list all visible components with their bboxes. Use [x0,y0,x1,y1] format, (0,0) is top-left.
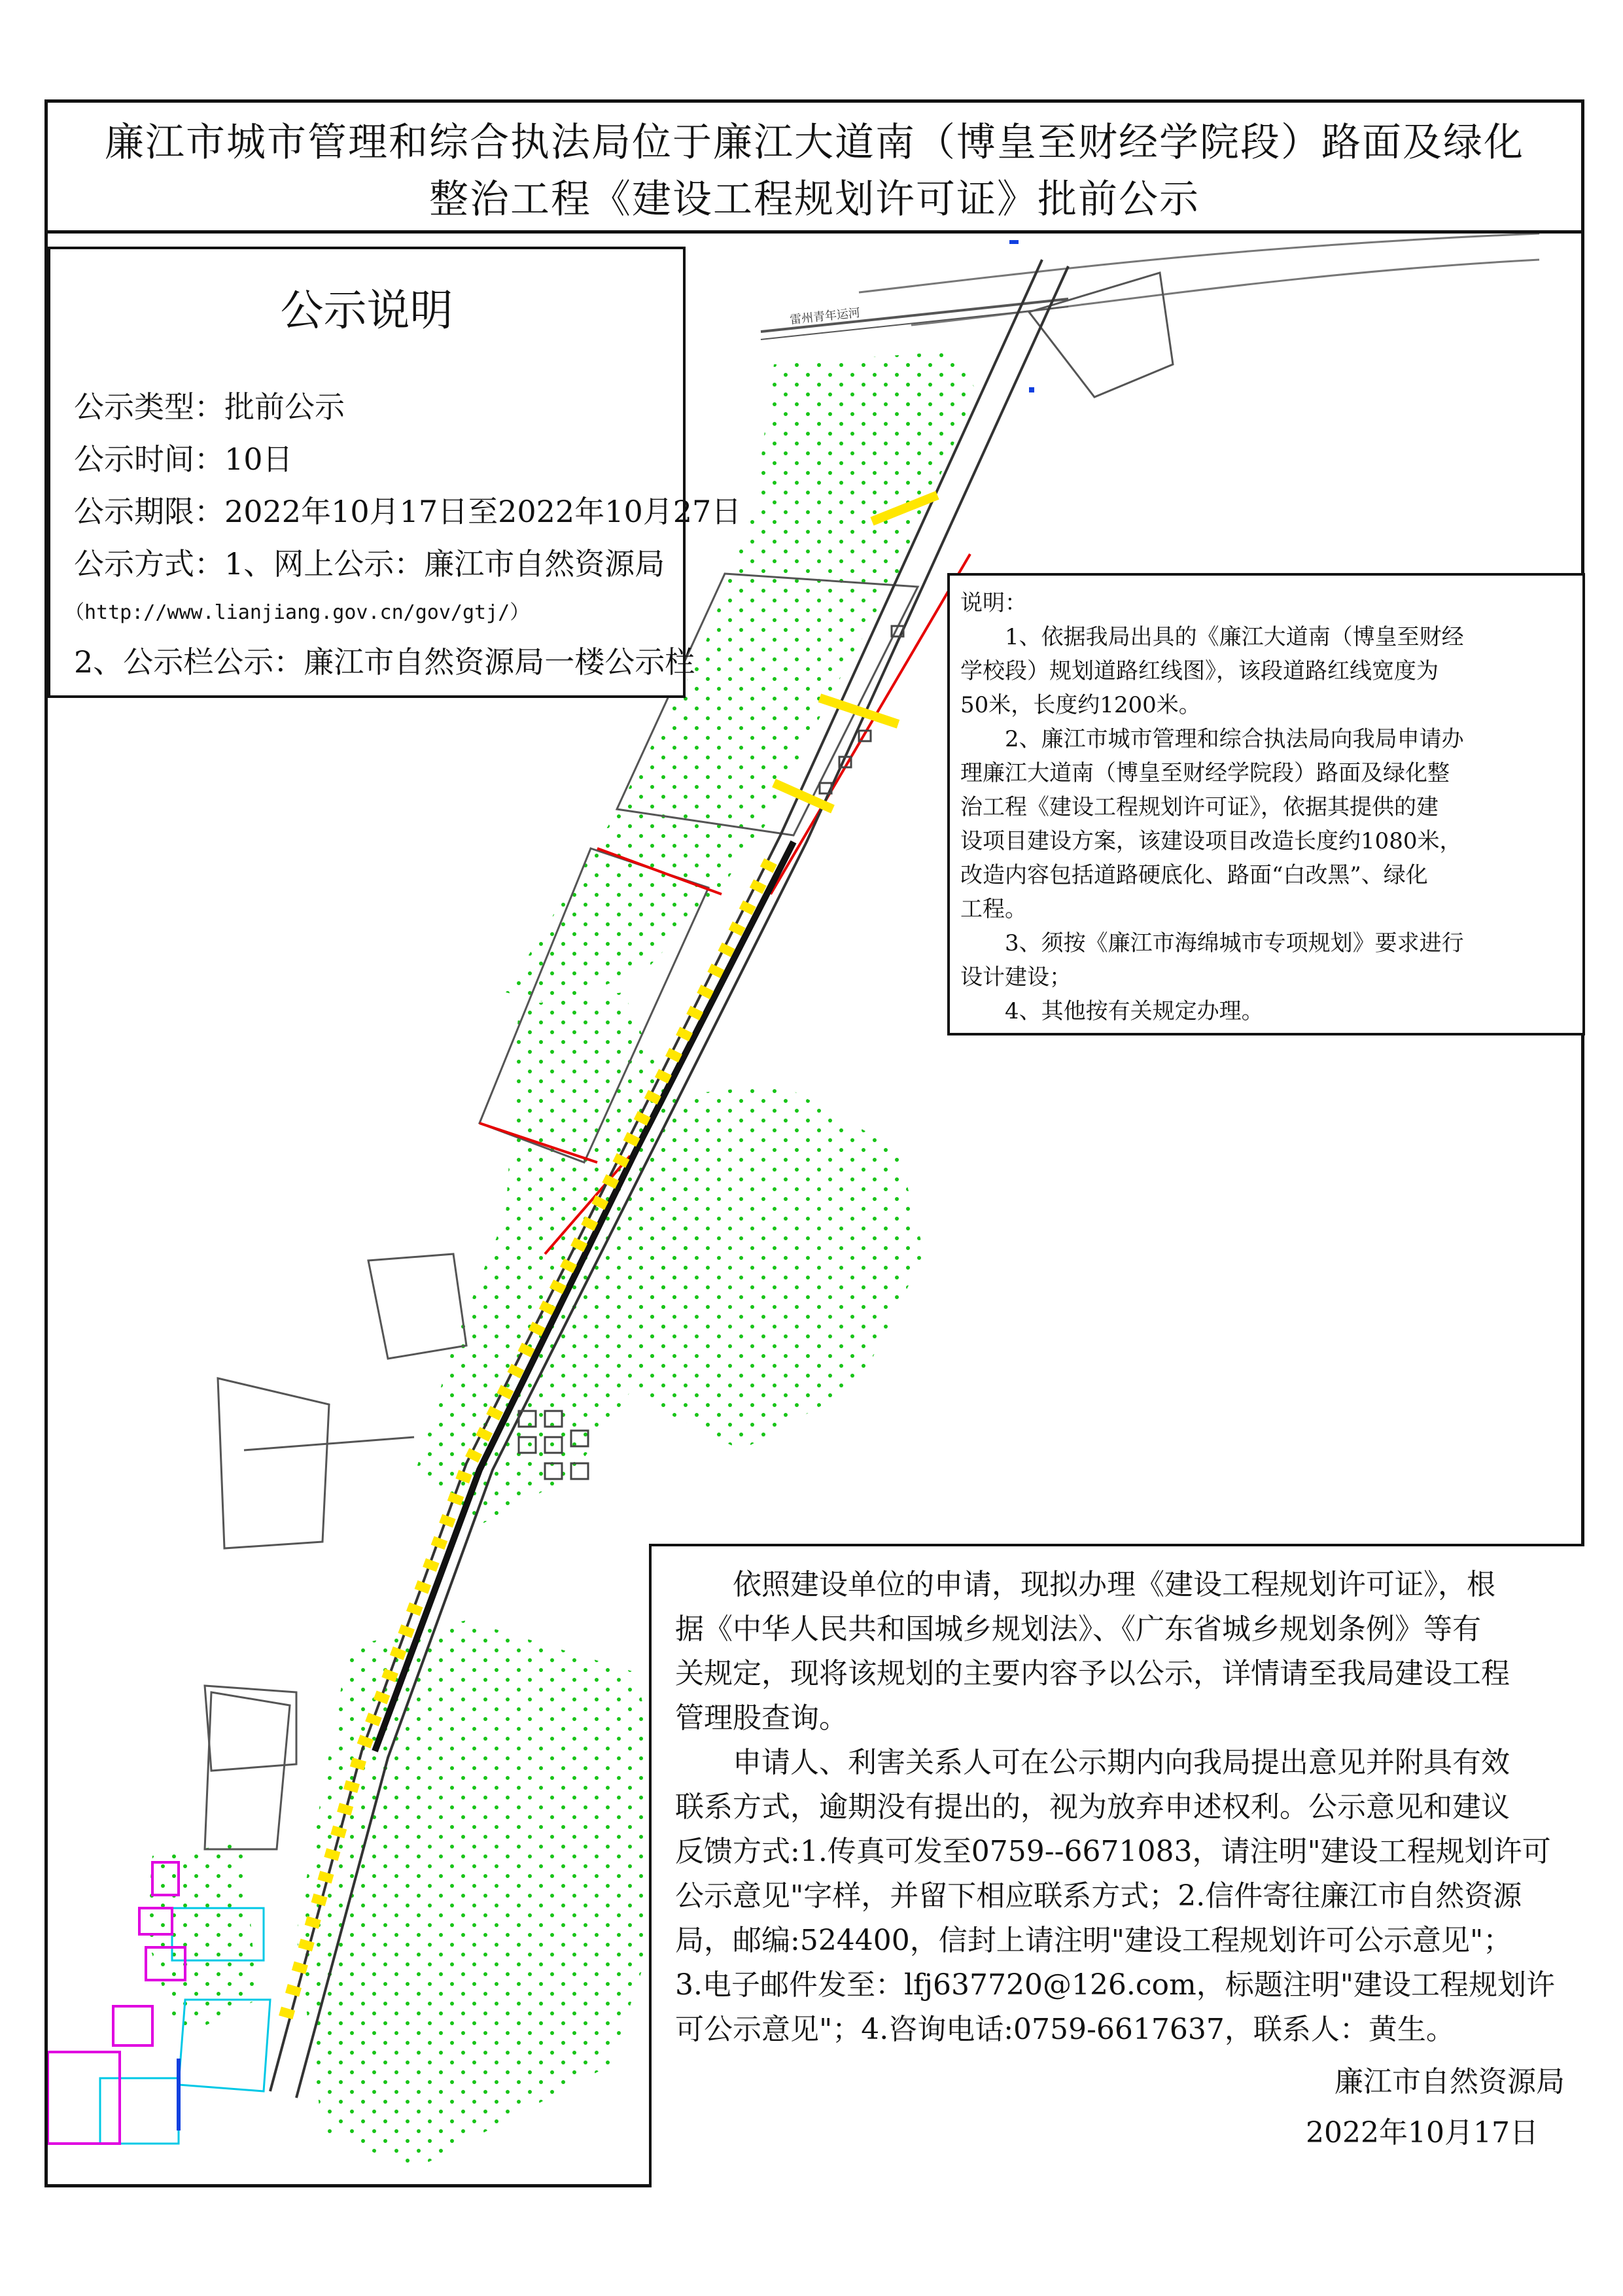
info-url: （http://www.lianjiang.gov.cn/gov/gtj/） [65,601,530,624]
info-heading: 公示说明 [280,285,453,336]
note-line: 2、廉江市城市管理和综合执法局向我局申请办 [960,726,1464,752]
note-line: 设计建设； [960,964,1072,990]
notice-line: 申请人、利害关系人可在公示期内向我局提出意见并附具有效 [675,1746,1510,1779]
notice-line: 3.电子邮件发至：lfj637720@126.com，标题注明"建设工程规划许 [675,1968,1556,2002]
canal-label: 雷州青年运河 [789,305,861,327]
note-line: 50米，长度约1200米。 [960,692,1201,718]
building-west-2 [368,1254,466,1359]
cyan-building-3 [100,2078,179,2144]
info-board: 2、公示栏公示：廉江市自然资源局一楼公示栏 [74,644,695,680]
blue-mark [1009,240,1019,244]
parcel-north [1029,273,1173,397]
note-line: 1、依据我局出具的《廉江大道南（博皇至财经 [960,624,1464,650]
info-method: 公示方式：1、网上公示：廉江市自然资源局 [74,546,665,582]
info-type: 公示类型：批前公示 [74,389,345,425]
notice-line: 可公示意见"；4.咨询电话:0759-6617637，联系人：黄生。 [675,2013,1455,2046]
notice-line: 反馈方式:1.传真可发至0759--6671083，请注明"建设工程规划许可 [675,1835,1551,1868]
notice-line: 联系方式，逾期没有提出的，视为放弃申述权利。公示意见和建议 [675,1790,1510,1824]
note-line: 治工程《建设工程规划许可证》，依据其提供的建 [960,794,1439,820]
explanation-box [947,573,1585,1035]
title-block [44,99,1584,234]
notice-line: 公示意见"字样，并留下相应联系方式；2.信件寄往廉江市自然资源 [675,1879,1522,1913]
note-line: 理廉江大道南（博皇至财经学院段）路面及绿化整 [960,760,1450,786]
note-line: 学校段）规划道路红线图》，该段道路红线宽度为 [960,658,1439,684]
note-line: 4、其他按有关规定办理。 [960,998,1264,1024]
info-period: 公示期限：2022年10月17日至2022年10月27日 [74,494,742,529]
title-line-1: 廉江市城市管理和综合执法局位于廉江大道南（博皇至财经学院段）路面及绿化 [105,120,1524,165]
notice-date: 2022年10月17日 [1306,2116,1539,2149]
public-notice-box [649,1544,1584,2187]
info-time: 公示时间：10日 [74,442,293,477]
note-line: 设项目建设方案，该建设项目改造长度约1080米， [960,828,1462,854]
green-area-southwest [146,1843,257,2039]
notice-line: 管理股查询。 [675,1701,848,1735]
notice-line: 关规定，现将该规划的主要内容予以公示，详情请至我局建设工程 [675,1657,1510,1690]
magenta-building-4 [113,2006,152,2045]
parcel-3 [218,1378,329,1548]
road-west-branch [244,1437,414,1450]
notice-line: 依照建设单位的申请，现拟办理《建设工程规划许可证》，根 [675,1568,1495,1601]
notice-info-box [48,247,742,698]
note-line: 说明： [960,590,1027,616]
green-area-east [623,1084,924,1450]
notice-line: 据《中华人民共和国城乡规划法》、《广东省城乡规划条例》等有 [675,1612,1481,1646]
title-line-2: 整治工程《建设工程规划许可证》批前公示 [429,177,1200,222]
note-line: 改造内容包括道路硬底化、路面“白改黑”、绿化 [960,862,1428,888]
notice-line: 局，邮编:524400，信封上请注明"建设工程规划许可公示意见"； [675,1924,1512,1957]
note-line: 工程。 [960,896,1027,922]
blue-mark-2 [1029,387,1034,392]
green-area-south [296,1620,676,2170]
river-bank [859,234,1539,292]
note-line: 3、须按《廉江市海绵城市专项规划》要求进行 [960,930,1464,956]
river-bank-2 [911,260,1539,325]
notice-signature: 廉江市自然资源局 [1335,2065,1565,2098]
magenta-building-5 [48,2052,120,2144]
